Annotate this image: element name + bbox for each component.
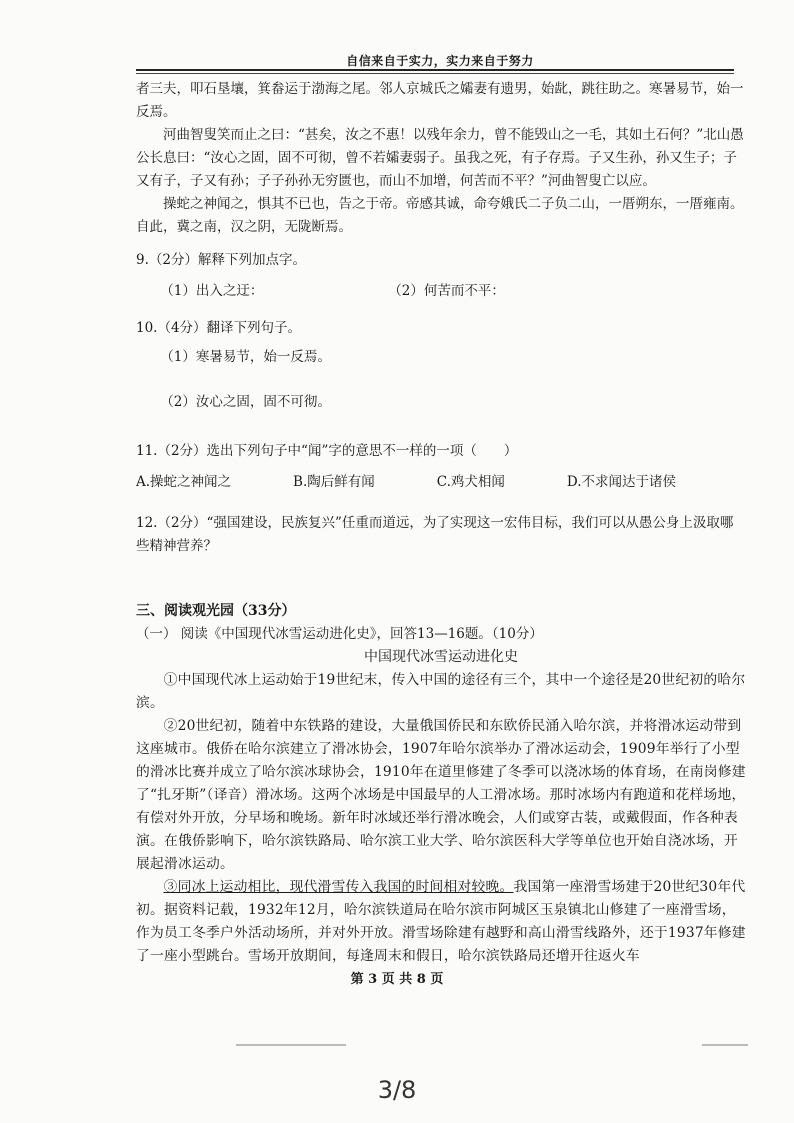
question-10-stem: 10.（4分）翻译下列句子。 xyxy=(136,320,302,336)
scan-mark xyxy=(236,1044,346,1046)
option-d: D.不求闻达于诸侯 xyxy=(566,474,676,490)
option-b: B.陶后鲜有闻 xyxy=(293,474,375,490)
question-9-item-1: （1）出入之迂： xyxy=(160,283,264,299)
header-rule-thin xyxy=(136,73,734,74)
question-9-stem: 9.（2分）解释下列加点字。 xyxy=(136,252,306,268)
passage-paragraph-3: 操蛇之神闻之，惧其不已也，告之于帝。帝感其诚，命夸娥氏二子负二山，一厝朔东，一厝雍南。自此，冀之南，汉之阴，无陇断焉。 xyxy=(136,196,744,235)
header-slogan: 自信来自于实力，实力来自于努力 xyxy=(346,54,534,68)
article-paragraph-2: ②20世纪初，随着中东铁路的建设，大量俄国侨民和东欧侨民涌入哈尔滨，并将滑冰运动带到这座城市。俄侨在哈尔滨建立了滑冰协会，1907年哈尔滨举办了滑冰运动会，1909年举行了小型的滑冰比赛并成立了哈尔滨冰球协会，1910年在道里修建了冬季可以浇冰场的体育场，在南岗修建了“扎牙斯”（译音）滑冰场。这两个冰场是中国最早的人工滑冰场。那时冰场内有跑道和花样场地，有偿对外开放，分早场和晚场。新年时冰域还举行滑冰晚会，人们或穿古装，或戴假面，作各种表演。在俄侨影响下，哈尔滨铁路局、哈尔滨工业大学、哈尔滨医科大学等单位也开始自浇冰场，开展起滑冰运动。 xyxy=(136,718,746,872)
question-11 xyxy=(136,440,746,494)
article-title: 中国现代冰雪运动进化史 xyxy=(364,649,518,665)
article-body xyxy=(136,669,746,968)
passage-paragraph-1: 者三夫，叩石垦壤，箕畚运于渤海之尾。邻人京城氏之孀妻有遗男，始龀，跳往助之。寒暑易节，始一反焉。 xyxy=(136,81,744,120)
question-12-stem: 12.（2分）“强国建设，民族复兴”任重而道远，为了实现这一宏伟目标，我们可以从愚公身上汲取哪些精神营养？ xyxy=(136,515,734,554)
section-3-part-1: （一） 阅读《中国现代冰雪运动进化史》，回答13—16题。（10分） xyxy=(136,626,543,642)
page-indicator: 3/8 xyxy=(377,1076,417,1104)
option-c: C.鸡犬相闻 xyxy=(436,474,505,490)
scan-mark xyxy=(702,1044,748,1046)
question-11-options xyxy=(136,471,676,494)
question-9-item-2: （2）何苦而不平： xyxy=(388,283,505,299)
question-9 xyxy=(136,249,746,303)
article-paragraph-3 xyxy=(136,876,746,968)
question-10 xyxy=(136,317,746,414)
question-11-stem: 11.（2分）选出下列句子中“闻”字的意思不一样的一项（ ） xyxy=(136,443,518,459)
section-3-title: 三、阅读观光园（33分） xyxy=(136,603,296,619)
question-12 xyxy=(136,512,746,558)
question-10-item-2: （2）汝心之固，固不可彻。 xyxy=(160,394,331,410)
article-paragraph-3-rest: 我国第一座滑雪场建于20世纪30年代初。据资料记载，1932年12月，哈尔滨铁道局在哈尔滨市阿城区玉泉镇北山修建了一座滑雪场，作为员工冬季户外活动场所，并对外开放。滑雪场除建有越野和高山滑雪线路外，还于1937年修建了一座小型跳台。雪场开放期间，每逢周末和假日，哈尔滨铁路局还增开往返火车 xyxy=(136,879,746,964)
question-9-items xyxy=(136,280,746,303)
page-footer: 第 3 页 共 8 页 xyxy=(350,972,444,987)
article-paragraph-1: ①中国现代冰上运动始于19世纪末，传入中国的途径有三个，其中一个途径是20世纪初的哈尔滨。 xyxy=(136,672,746,711)
option-a: A.操蛇之神闻之 xyxy=(136,474,232,490)
underlined-sentence: ③同冰上运动相比，现代滑雪传入我国的时间相对较晚。 xyxy=(163,879,514,895)
passage-paragraph-2: 河曲智叟笑而止之曰：“甚矣，汝之不惠！以残年余力，曾不能毁山之一毛，其如土石何？”北山愚公长息曰：“汝心之固，固不可彻，曾不若孀妻弱子。虽我之死，有子存焉。子又生孙，孙又生子；子又有子，子又有孙；子子孙孙无穷匮也，而山不加增，何苦而不平？”河曲智叟亡以应。 xyxy=(136,127,744,189)
page-content xyxy=(136,78,746,968)
question-10-item-1: （1）寒暑易节，始一反焉。 xyxy=(160,349,331,365)
header-rule xyxy=(136,69,734,71)
